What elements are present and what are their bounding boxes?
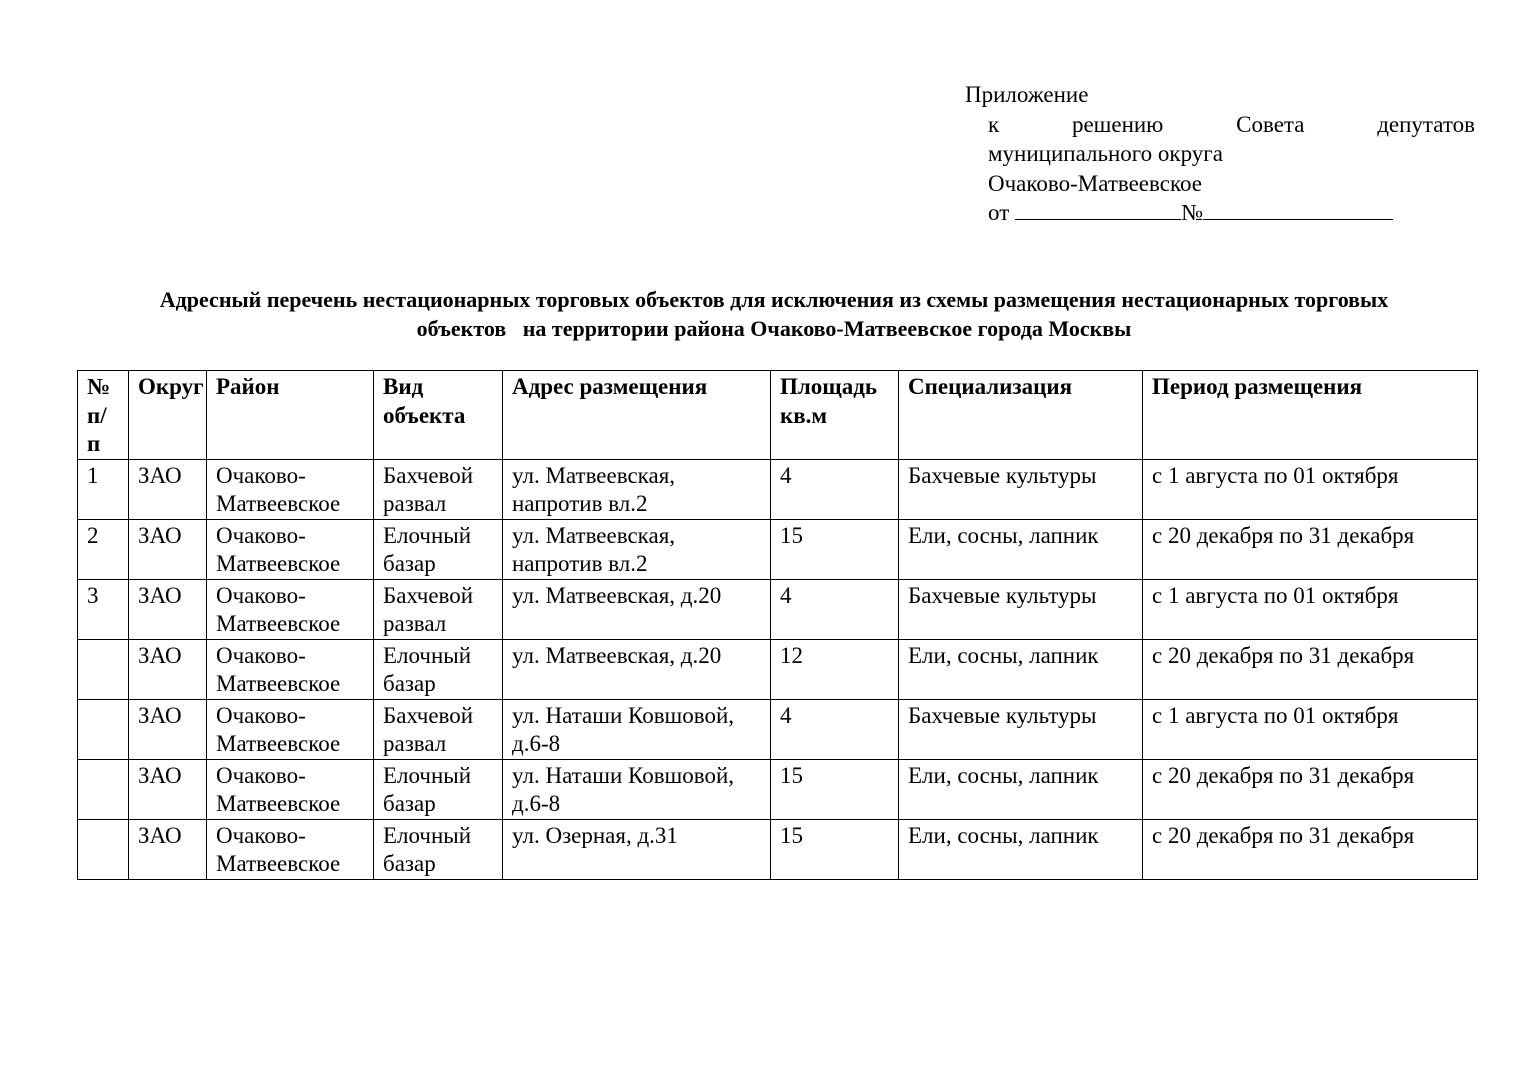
column-header-address: Адрес размещения xyxy=(503,371,771,460)
cell-period: с 1 августа по 01 октября xyxy=(1143,579,1478,639)
table-row xyxy=(78,459,1478,519)
cell-object-type: Елочный базар xyxy=(374,819,503,879)
cell-object-type: Елочный базар xyxy=(374,519,503,579)
cell-area: 4 xyxy=(771,699,899,759)
cell-period: с 20 декабря по 31 декабря xyxy=(1143,759,1478,819)
cell-okrug: ЗАО xyxy=(129,819,207,879)
column-header-district: Район xyxy=(207,371,374,460)
cell-area: 15 xyxy=(771,819,899,879)
appendix-word: к xyxy=(988,111,1000,137)
cell-area: 15 xyxy=(771,759,899,819)
table-row xyxy=(78,519,1478,579)
date-blank xyxy=(1015,201,1181,220)
cell-specialization: Ели, сосны, лапник xyxy=(899,639,1143,699)
cell-address: ул. Наташи Ковшовой, д.6-8 xyxy=(503,699,771,759)
table-header-row xyxy=(78,371,1478,460)
cell-object-type: Елочный базар xyxy=(374,759,503,819)
cell-period: с 1 августа по 01 октября xyxy=(1143,459,1478,519)
cell-area: 4 xyxy=(771,459,899,519)
cell-period: с 20 декабря по 31 декабря xyxy=(1143,639,1478,699)
column-header-area: Площадь кв.м xyxy=(771,371,899,460)
cell-district: Очаково-Матвеевское xyxy=(207,579,374,639)
cell-address: ул. Наташи Ковшовой, д.6-8 xyxy=(503,759,771,819)
cell-number: 3 xyxy=(78,579,129,639)
appendix-word: решению xyxy=(1071,111,1164,137)
table-row xyxy=(78,759,1478,819)
cell-district: Очаково-Матвеевское xyxy=(207,819,374,879)
cell-area: 15 xyxy=(771,519,899,579)
title-line-2: объектов на территории района Очаково-Матвеевское города Москвы xyxy=(416,316,1132,341)
objects-table xyxy=(77,370,1478,880)
cell-district: Очаково-Матвеевское xyxy=(207,639,374,699)
column-header-number: № п/п xyxy=(78,371,129,460)
column-header-period: Период размещения xyxy=(1143,371,1478,460)
cell-district: Очаково-Матвеевское xyxy=(207,459,374,519)
cell-address: ул. Матвеевская, д.20 xyxy=(503,579,771,639)
cell-specialization: Бахчевые культуры xyxy=(899,579,1143,639)
cell-specialization: Бахчевые культуры xyxy=(899,699,1143,759)
cell-area: 4 xyxy=(771,579,899,639)
cell-object-type: Бахчевой развал xyxy=(374,699,503,759)
cell-specialization: Ели, сосны, лапник xyxy=(899,759,1143,819)
cell-district: Очаково-Матвеевское xyxy=(207,759,374,819)
cell-okrug: ЗАО xyxy=(129,699,207,759)
table-row xyxy=(78,639,1478,699)
appendix-word: депутатов xyxy=(1377,111,1475,137)
cell-okrug: ЗАО xyxy=(129,759,207,819)
cell-address: ул. Озерная, д.31 xyxy=(503,819,771,879)
appendix-decision-line xyxy=(965,110,1475,140)
cell-specialization: Ели, сосны, лапник xyxy=(899,819,1143,879)
title-line-1: Адресный перечень нестационарных торговых объектов для исключения из схемы размещения нестационарных торговых xyxy=(159,287,1389,312)
number-sign: № xyxy=(1181,200,1204,225)
cell-specialization: Бахчевые культуры xyxy=(899,459,1143,519)
document-title xyxy=(40,285,1508,343)
cell-period: с 20 декабря по 31 декабря xyxy=(1143,819,1478,879)
cell-address: ул. Матвеевская, д.20 xyxy=(503,639,771,699)
appendix-block xyxy=(965,80,1475,228)
appendix-heading: Приложение xyxy=(965,82,1089,107)
cell-number xyxy=(78,819,129,879)
column-header-object-type: Вид объекта xyxy=(374,371,503,460)
cell-object-type: Бахчевой развал xyxy=(374,579,503,639)
cell-period: с 1 августа по 01 октября xyxy=(1143,699,1478,759)
cell-address: ул. Матвеевская, напротив вл.2 xyxy=(503,519,771,579)
cell-okrug: ЗАО xyxy=(129,639,207,699)
column-header-specialization: Специализация xyxy=(899,371,1143,460)
appendix-date-line xyxy=(965,198,1475,228)
appendix-word: Совета xyxy=(1236,111,1305,137)
cell-district: Очаково-Матвеевское xyxy=(207,699,374,759)
cell-district: Очаково-Матвеевское xyxy=(207,519,374,579)
cell-object-type: Елочный базар xyxy=(374,639,503,699)
number-blank xyxy=(1203,201,1393,220)
cell-number: 1 xyxy=(78,459,129,519)
appendix-district-line: муниципального округа xyxy=(988,141,1223,166)
cell-number xyxy=(78,639,129,699)
cell-okrug: ЗАО xyxy=(129,519,207,579)
cell-number xyxy=(78,699,129,759)
cell-address: ул. Матвеевская, напротив вл.2 xyxy=(503,459,771,519)
cell-object-type: Бахчевой развал xyxy=(374,459,503,519)
cell-okrug: ЗАО xyxy=(129,459,207,519)
cell-number: 2 xyxy=(78,519,129,579)
date-prefix: от xyxy=(988,200,1010,225)
cell-number xyxy=(78,759,129,819)
cell-area: 12 xyxy=(771,639,899,699)
cell-specialization: Ели, сосны, лапник xyxy=(899,519,1143,579)
column-header-okrug: Округ xyxy=(129,371,207,460)
appendix-district-name: Очаково-Матвеевское xyxy=(988,170,1202,196)
cell-period: с 20 декабря по 31 декабря xyxy=(1143,519,1478,579)
table-row xyxy=(78,579,1478,639)
table-row xyxy=(78,819,1478,879)
cell-okrug: ЗАО xyxy=(129,579,207,639)
table-row xyxy=(78,699,1478,759)
